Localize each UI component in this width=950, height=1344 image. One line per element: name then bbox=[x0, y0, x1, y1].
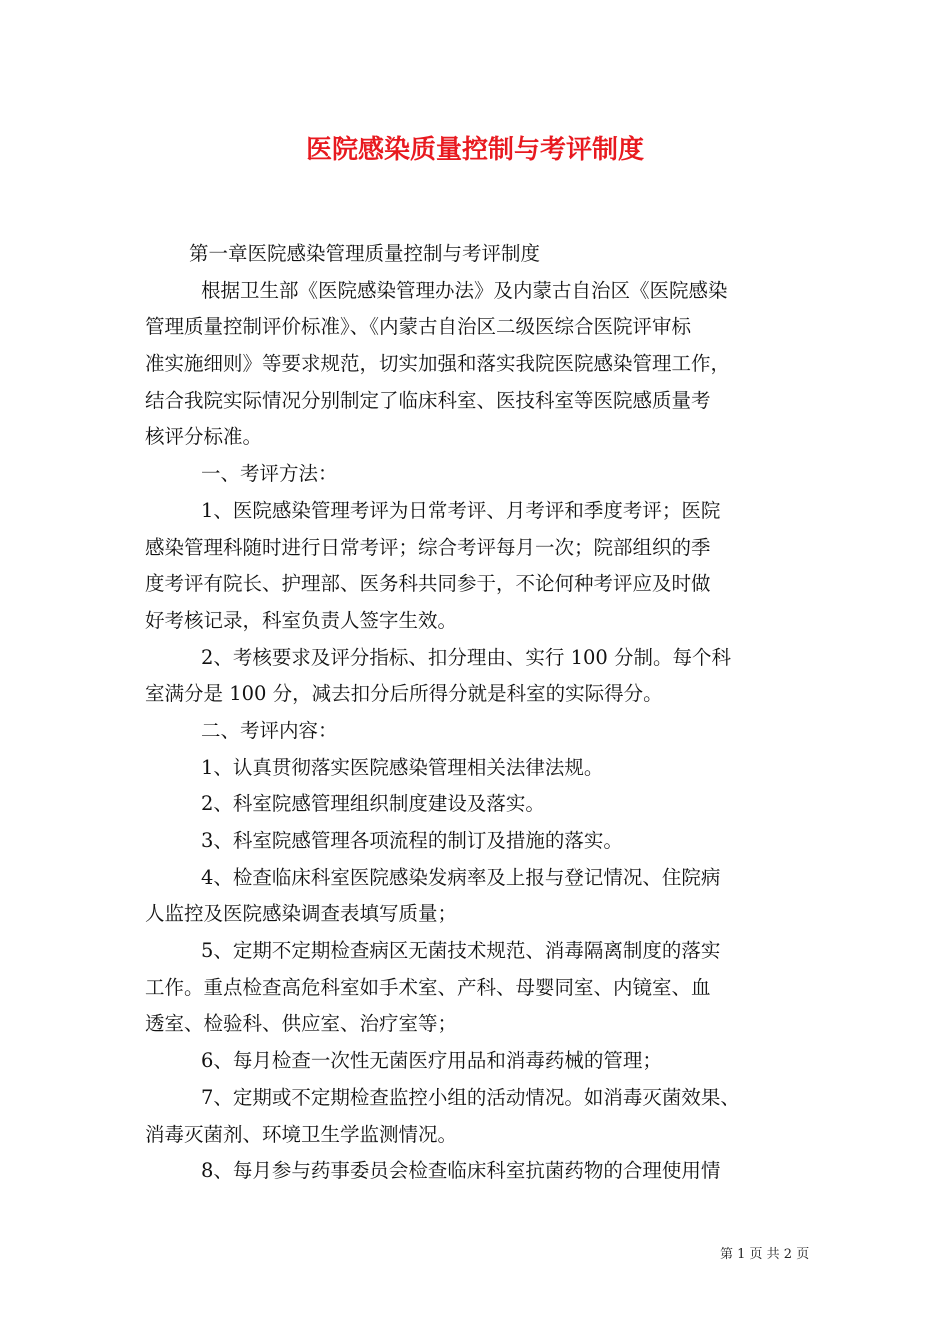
text-line: 室满分是 100 分，减去扣分后所得分就是科室的实际得分。 bbox=[145, 682, 663, 706]
text-line: 根据卫生部《医院感染管理办法》及内蒙古自治区《医院感染 bbox=[201, 278, 728, 302]
text-line: 感染管理科随时进行日常考评；综合考评每月一次；院部组织的季 bbox=[145, 535, 711, 559]
text-line: 3、科室院感管理各项流程的制订及措施的落实。 bbox=[201, 829, 623, 852]
text-line: 一、考评方法： bbox=[201, 462, 338, 486]
text-line: 8、每月参与药事委员会检查临床科室抗菌药物的合理使用情 bbox=[201, 1159, 721, 1183]
document-title: 医院感染质量控制与考评制度 bbox=[305, 135, 644, 165]
text-line: 度考评有院长、护理部、医务科共同参于，不论何种考评应及时做 bbox=[145, 572, 711, 596]
text-line: 准实施细则》等要求规范，切实加强和落实我院医院感染管理工作， bbox=[145, 352, 731, 376]
text-line: 二、考评内容： bbox=[201, 718, 338, 742]
text-line: 4、检查临床科室医院感染发病率及上报与登记情况、住院病 bbox=[201, 865, 721, 889]
text-line: 5、定期不定期检查病区无菌技术规范、消毒隔离制度的落实 bbox=[201, 939, 721, 963]
text-line: 7、定期或不定期检查监控小组的活动情况。如消毒灭菌效果、 bbox=[201, 1085, 740, 1109]
text-line: 结合我院实际情况分别制定了临床科室、医技科室等医院感质量考 bbox=[145, 388, 711, 412]
text-line: 1、认真贯彻落实医院感染管理相关法律法规。 bbox=[201, 755, 604, 779]
text-line: 好考核记录，科室负责人签字生效。 bbox=[145, 608, 458, 632]
document-body bbox=[145, 236, 815, 1190]
text-line: 1、医院感染管理考评为日常考评、月考评和季度考评；医院 bbox=[201, 498, 721, 522]
text-line: 6、每月检查一次性无菌医疗用品和消毒药械的管理； bbox=[201, 1049, 662, 1073]
text-line: 2、科室院感管理组织制度建设及落实。 bbox=[201, 792, 545, 816]
text-line: 核评分标准。 bbox=[145, 425, 263, 449]
page-number: 第 1 页 共 2 页 bbox=[720, 1247, 810, 1262]
text-line: 消毒灭菌剂、环境卫生学监测情况。 bbox=[145, 1122, 458, 1146]
text-line: 2、考核要求及评分指标、扣分理由、实行 100 分制。每个科 bbox=[201, 645, 732, 669]
text-line: 管理质量控制评价标准》、《内蒙古自治区二级医综合医院评审标 bbox=[145, 315, 692, 339]
text-line: 人监控及医院感染调查表填写质量； bbox=[145, 902, 458, 926]
text-line: 第一章医院感染管理质量控制与考评制度 bbox=[189, 242, 541, 265]
text-line: 工作。重点检查高危科室如手术室、产科、母婴同室、内镜室、血 bbox=[145, 975, 711, 999]
text-line: 透室、检验科、供应室、治疗室等； bbox=[145, 1012, 458, 1036]
